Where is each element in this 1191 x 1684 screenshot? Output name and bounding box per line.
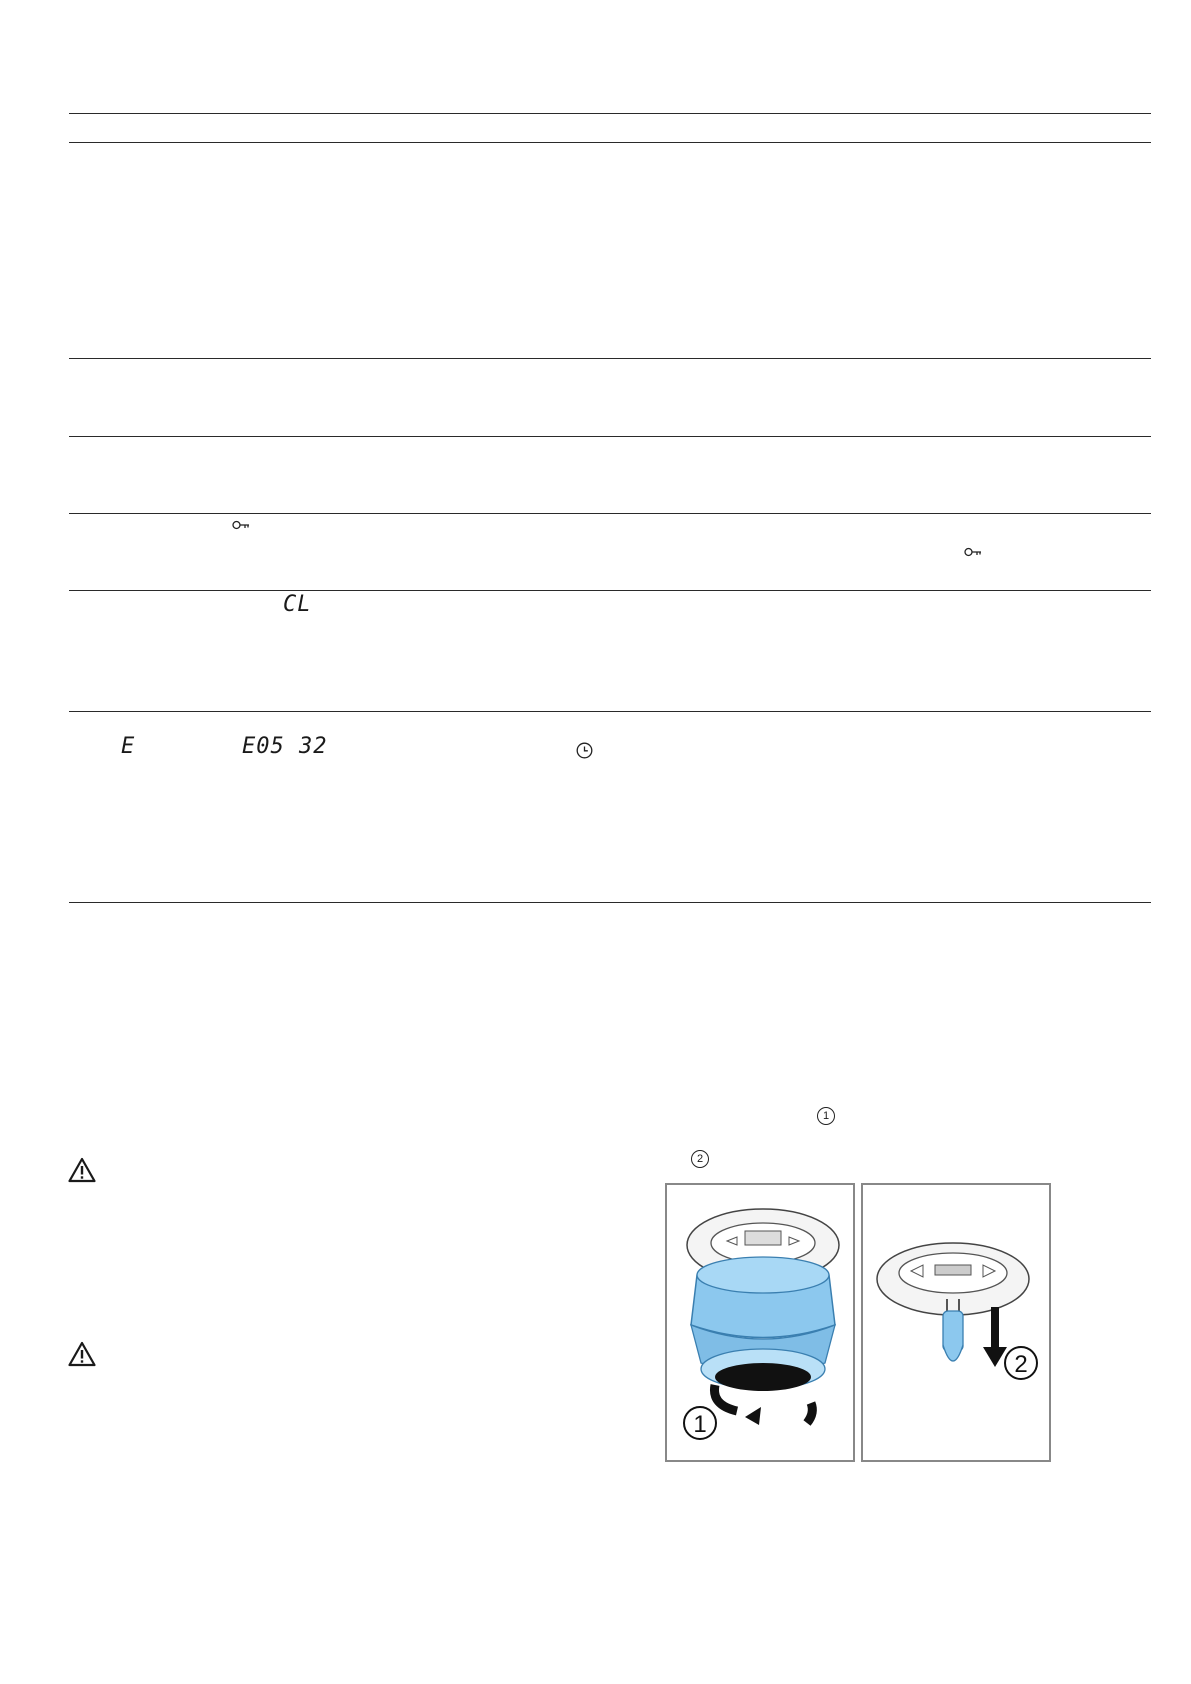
figure-unscrew-cover (665, 1183, 855, 1462)
key-icon (232, 520, 250, 530)
warning-triangle-icon (68, 1341, 96, 1367)
row-divider (69, 358, 1151, 359)
table-header-rule (69, 142, 1151, 143)
error-code-display: E05 32 (242, 734, 328, 759)
step-marker-2: 2 (691, 1150, 709, 1168)
row-divider (69, 513, 1151, 514)
callout-1: 1 (693, 1411, 707, 1438)
warning-triangle-icon (68, 1157, 96, 1183)
key-icon (964, 547, 982, 557)
figure-remove-bulb (861, 1183, 1051, 1462)
clock-icon (576, 742, 593, 759)
table-bottom-rule (69, 902, 1151, 903)
row-divider (69, 590, 1151, 591)
row-divider (69, 711, 1151, 712)
table-top-rule (69, 113, 1151, 114)
row-divider (69, 436, 1151, 437)
error-code-letter: E (121, 734, 136, 759)
display-code-cl: CL (283, 592, 312, 617)
callout-2: 2 (1014, 1351, 1028, 1378)
step-marker-1: 1 (817, 1107, 835, 1125)
